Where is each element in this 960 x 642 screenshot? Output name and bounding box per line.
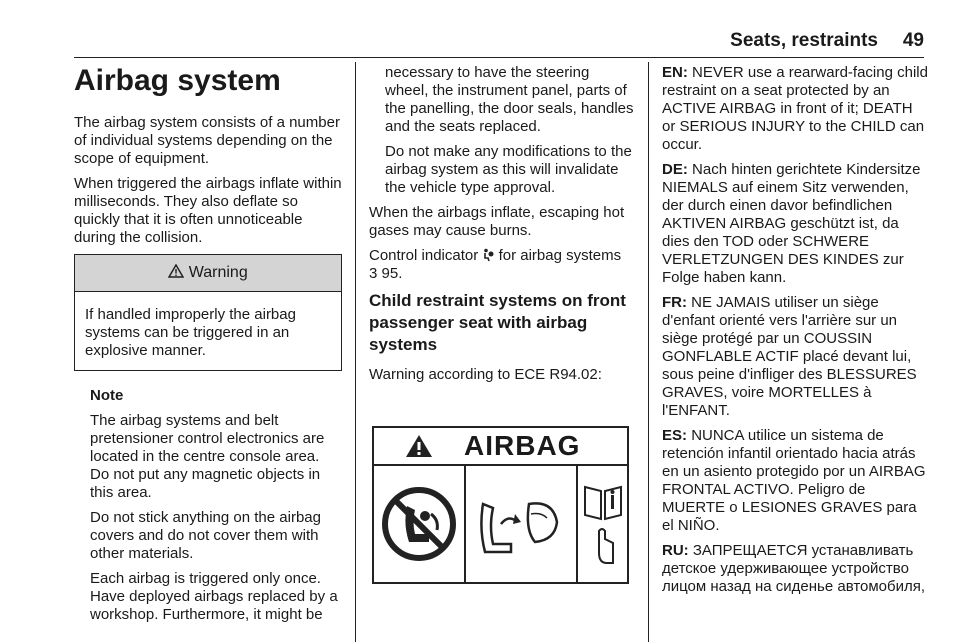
warning-ru bbox=[662, 542, 928, 596]
no-rear-facing-seat-icon bbox=[374, 466, 466, 582]
continued-block bbox=[369, 64, 635, 197]
warning-text-ru: ЗАПРЕЩАЕТСЯ устанавливать детское удерживающее устройство лицом назад на сиденье автомобиля, bbox=[662, 542, 926, 595]
lang-code-fr: FR: bbox=[662, 294, 687, 311]
inflate-paragraph: When triggered the airbags inflate within milliseconds. They also deflate so quickly that it is often unnoticeable during the collision. bbox=[74, 175, 342, 246]
airbag-warning-label bbox=[372, 426, 629, 584]
hot-gases-paragraph: When the airbags inflate, escaping hot gases may cause burns. bbox=[369, 204, 625, 239]
warning-text-de: Nach hinten gerichtete Kindersitze NIEMALS auf einem Sitz verwenden, der durch einen davor befindlichen AKTIVEN AIRBAG geschützt ist, da dies den TOD oder SCHWERE VERLETZUNGEN DES KINDES zur Folge haben kann. bbox=[662, 161, 921, 286]
header-rule bbox=[74, 57, 924, 58]
warning-es bbox=[662, 427, 928, 535]
warning-fr bbox=[662, 294, 928, 420]
warning-en bbox=[662, 64, 928, 154]
column-1 bbox=[74, 64, 342, 631]
note-label: Note bbox=[90, 387, 124, 404]
column-divider-2 bbox=[648, 62, 649, 642]
read-manual-icon bbox=[578, 466, 627, 582]
lang-code-en: EN: bbox=[662, 64, 688, 81]
label-warning-triangle-icon bbox=[374, 433, 464, 459]
page-reference-link[interactable]: 3 95. bbox=[369, 265, 403, 282]
indicator-post-text: for airbag systems bbox=[498, 247, 622, 264]
warning-text: If handled improperly the airbag systems can be triggered in an explosive manner. bbox=[85, 306, 296, 359]
lang-code-ru: RU: bbox=[662, 542, 689, 559]
warning-text-es: NUNCA utilice un sistema de retención infantil orientado hacia atrás en un asiento protegido por un AIRBAG FRONTAL ACTIVO. Peligro de MUERTE o LESIONES GRAVES para el NIÑO. bbox=[662, 427, 926, 534]
subsection-heading: Child restraint systems on front passenger seat with airbag systems bbox=[369, 291, 626, 354]
lang-code-de: DE: bbox=[662, 161, 688, 178]
note-paragraph-2: Do not stick anything on the airbag covers and do not cover them with other materials. bbox=[90, 509, 321, 562]
warning-title: Warning bbox=[188, 264, 248, 281]
warning-text-fr: NE JAMAIS utiliser un siège d'enfant orienté vers l'arrière sur un siège protégé par un COUSSIN GONFLABLE ACTIF placé devant lui, sous peine d'infliger des BLESSURES GRAVES, voire MORTELLES à l'ENFANT. bbox=[662, 294, 917, 419]
continued-paragraph: necessary to have the steering wheel, the instrument panel, parts of the panelling, the door seals, handles and the seats replaced. bbox=[385, 64, 634, 135]
modification-paragraph: Do not make any modifications to the airbag system as this will invalidate the vehicle type approval. bbox=[385, 143, 632, 196]
warning-header bbox=[75, 255, 341, 292]
warning-box bbox=[74, 254, 342, 371]
airbag-deploy-icon bbox=[466, 466, 578, 582]
column-divider-1 bbox=[355, 62, 356, 642]
page-number: 49 bbox=[902, 30, 924, 51]
column-2 bbox=[369, 64, 635, 391]
airbag-indicator-icon bbox=[482, 247, 498, 264]
label-airbag-text: AIRBAG bbox=[464, 430, 581, 461]
intro-paragraph: The airbag system consists of a number of individual systems depending on the scope of equipment. bbox=[74, 114, 340, 167]
section-title: Airbag system bbox=[74, 64, 281, 97]
control-indicator-paragraph bbox=[369, 247, 635, 283]
ece-warning-reference: Warning according to ECE R94.02: bbox=[369, 366, 602, 383]
column-3 bbox=[662, 64, 928, 603]
warning-de bbox=[662, 161, 928, 287]
indicator-pre-text: Control indicator bbox=[369, 247, 479, 264]
label-bottom-row bbox=[374, 466, 627, 582]
note-block bbox=[74, 387, 342, 624]
lang-code-es: ES: bbox=[662, 427, 688, 444]
warning-text-en: NEVER use a rearward-facing child restraint on a seat protected by an ACTIVE AIRBAG in front of it; DEATH or SERIOUS INJURY to the CHILD can occur. bbox=[662, 64, 928, 153]
label-top-row bbox=[374, 428, 627, 466]
note-paragraph-1: The airbag systems and belt pretensioner control electronics are located in the centre console area. Do not put any magnetic objects in this area. bbox=[90, 412, 325, 501]
warning-triangle-icon bbox=[168, 264, 188, 281]
note-paragraph-3: Each airbag is triggered only once. Have deployed airbags replaced by a workshop. Furthermore, it might be bbox=[90, 570, 338, 623]
running-header-title: Seats, restraints bbox=[730, 30, 878, 51]
